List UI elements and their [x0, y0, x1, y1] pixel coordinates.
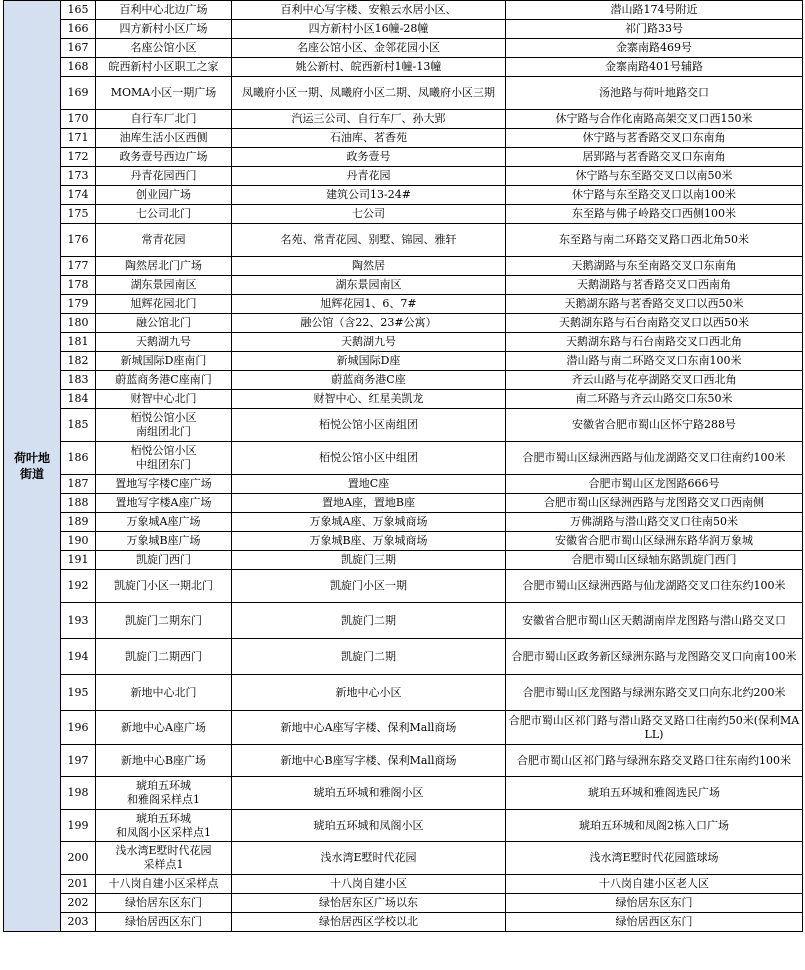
point-address: 休宁路与茗香路交叉口东南角: [506, 129, 803, 148]
point-address: 东至路与南二环路交叉路口西北角50米: [506, 224, 803, 257]
point-address: 合肥市蜀山区祁门路与绿洲东路交叉路口往东南约100米: [506, 745, 803, 777]
sampling-point-name: 天鹅湖九号: [96, 333, 232, 352]
row-number: 189: [61, 513, 96, 532]
row-number: 178: [61, 276, 96, 295]
row-number: 166: [61, 20, 96, 39]
point-address: 潜山路与南二环路交叉口东南100米: [506, 352, 803, 371]
point-address: 浅水湾E墅时代花园篮球场: [506, 842, 803, 875]
row-number: 174: [61, 186, 96, 205]
row-number: 177: [61, 257, 96, 276]
table-row: [4, 513, 803, 532]
table-row: [4, 167, 803, 186]
row-number: 193: [61, 603, 96, 639]
sampling-point-name: 丹青花园西门: [96, 167, 232, 186]
coverage-area: 百利中心写字楼、安粮云水居小区、: [232, 1, 506, 20]
row-number: 183: [61, 371, 96, 390]
table-row: [4, 20, 803, 39]
table-row: [4, 314, 803, 333]
point-address: 天鹅湖东路与石台南路交叉口西北角: [506, 333, 803, 352]
table-row: [4, 58, 803, 77]
coverage-area: 栢悦公馆小区中组团: [232, 442, 506, 475]
table-row: [4, 409, 803, 442]
sampling-point-table: [3, 0, 803, 932]
point-address: 合肥市蜀山区绿洲西路与仙龙湖路交叉口往东约100米: [506, 570, 803, 603]
point-address: 琥珀五环城和凤阁2栋入口广场: [506, 810, 803, 842]
coverage-area: 置地C座: [232, 475, 506, 494]
sampling-point-name: 凯旋门二期东门: [96, 603, 232, 639]
row-number: 175: [61, 205, 96, 224]
sampling-point-name: 常青花园: [96, 224, 232, 257]
point-address: 合肥市蜀山区政务新区绿洲东路与龙图路交叉口向南100米: [506, 639, 803, 675]
coverage-area: 石油库、茗香苑: [232, 129, 506, 148]
table-row: [4, 1, 803, 20]
sampling-point-name: 陶然居北门广场: [96, 257, 232, 276]
row-number: 176: [61, 224, 96, 257]
sampling-point-name: 财智中心北门: [96, 390, 232, 409]
point-address: 万佛湖路与潜山路交叉口往南50米: [506, 513, 803, 532]
point-address: 天鹅湖东路与石台南路交叉口以西50米: [506, 314, 803, 333]
sampling-point-name: 琥珀五环城 和雅阁采样点1: [96, 777, 232, 810]
table-row: [4, 842, 803, 875]
table-row: [4, 295, 803, 314]
coverage-area: 十八岗自建小区: [232, 875, 506, 894]
row-number: 172: [61, 148, 96, 167]
point-address: 居郢路与茗香路交叉口东南角: [506, 148, 803, 167]
table-row: [4, 352, 803, 371]
coverage-area: 四方新村小区16幢-28幢: [232, 20, 506, 39]
row-number: 198: [61, 777, 96, 810]
point-address: 潜山路174号附近: [506, 1, 803, 20]
coverage-area: 新地中心A座写字楼、保利Mall商场: [232, 711, 506, 745]
point-address: 天鹅湖路与茗香路交叉口西南角: [506, 276, 803, 295]
coverage-area: 财智中心、红星美凯龙: [232, 390, 506, 409]
sampling-point-name: 万象城B座广场: [96, 532, 232, 551]
sampling-point-name: 新地中心北门: [96, 675, 232, 711]
row-number: 187: [61, 475, 96, 494]
row-number: 165: [61, 1, 96, 20]
row-number: 202: [61, 894, 96, 913]
sampling-point-name: 置地写字楼C座广场: [96, 475, 232, 494]
row-number: 170: [61, 110, 96, 129]
coverage-area: 凯旋门小区一期: [232, 570, 506, 603]
row-number: 192: [61, 570, 96, 603]
district-cell: 荷叶地 街道: [4, 1, 61, 932]
sampling-point-name: 琥珀五环城 和凤阁小区采样点1: [96, 810, 232, 842]
table-row: [4, 333, 803, 352]
table-row: [4, 39, 803, 58]
sampling-point-name: 皖西新村小区职工之家: [96, 58, 232, 77]
sampling-point-name: 融公馆北门: [96, 314, 232, 333]
point-address: 安徽省合肥市蜀山区绿洲东路华润万象城: [506, 532, 803, 551]
table-row: [4, 390, 803, 409]
coverage-area: 政务壹号: [232, 148, 506, 167]
point-address: 齐云山路与花亭湖路交叉口西北角: [506, 371, 803, 390]
point-address: 合肥市蜀山区绿轴东路凯旋门西门: [506, 551, 803, 570]
table-row: [4, 371, 803, 390]
table-row: [4, 603, 803, 639]
coverage-area: 新城国际D座: [232, 352, 506, 371]
table-row: [4, 224, 803, 257]
point-address: 休宁路与合作化南路高架交叉口西150米: [506, 110, 803, 129]
sampling-point-name: 栢悦公馆小区 南组团北门: [96, 409, 232, 442]
coverage-area: 丹青花园: [232, 167, 506, 186]
coverage-area: 万象城B座、万象城商场: [232, 532, 506, 551]
point-address: 东至路与佛子岭路交口西侧100米: [506, 205, 803, 224]
point-address: 休宁路与东至路交叉口以南100米: [506, 186, 803, 205]
coverage-area: 名座公馆小区、金邻花园小区: [232, 39, 506, 58]
sampling-point-name: 政务壹号西边广场: [96, 148, 232, 167]
table-row: [4, 777, 803, 810]
point-address: 合肥市蜀山区绿洲西路与龙图路交叉口西南侧: [506, 494, 803, 513]
table-row: [4, 205, 803, 224]
point-address: 绿怡居东区东门: [506, 894, 803, 913]
row-number: 190: [61, 532, 96, 551]
row-number: 195: [61, 675, 96, 711]
point-address: 安徽省合肥市蜀山区怀宁路288号: [506, 409, 803, 442]
sampling-point-name: 置地写字楼A座广场: [96, 494, 232, 513]
coverage-area: 名苑、常青花园、别墅、锦园、雅轩: [232, 224, 506, 257]
coverage-area: 绿怡居西区学校以北: [232, 913, 506, 932]
sampling-point-name: 凯旋门西门: [96, 551, 232, 570]
table-row: [4, 875, 803, 894]
point-address: 南二环路与齐云山路交口东50米: [506, 390, 803, 409]
coverage-area: 新地中心B座写字楼、保利Mall商场: [232, 745, 506, 777]
row-number: 182: [61, 352, 96, 371]
coverage-area: 凤曦府小区一期、凤曦府小区二期、凤曦府小区三期: [232, 77, 506, 110]
coverage-area: 陶然居: [232, 257, 506, 276]
point-address: 金寨南路401号辅路: [506, 58, 803, 77]
coverage-area: 融公馆（含22、23#公寓）: [232, 314, 506, 333]
point-address: 合肥市蜀山区绿洲西路与仙龙湖路交叉口往南约100米: [506, 442, 803, 475]
row-number: 167: [61, 39, 96, 58]
table-row: [4, 129, 803, 148]
row-number: 186: [61, 442, 96, 475]
row-number: 196: [61, 711, 96, 745]
row-number: 181: [61, 333, 96, 352]
coverage-area: 建筑公司13-24#: [232, 186, 506, 205]
point-address: 合肥市蜀山区龙图路与绿洲东路交叉口向东北约200米: [506, 675, 803, 711]
point-address: 天鹅湖东路与茗香路交叉口以西50米: [506, 295, 803, 314]
row-number: 201: [61, 875, 96, 894]
table-row: [4, 551, 803, 570]
sampling-point-name: 旭辉花园北门: [96, 295, 232, 314]
table-row: [4, 639, 803, 675]
sampling-point-name: 绿怡居东区东门: [96, 894, 232, 913]
sampling-point-name: 湖东景园南区: [96, 276, 232, 295]
sampling-point-name: 万象城A座广场: [96, 513, 232, 532]
sampling-point-name: 凯旋门小区一期北门: [96, 570, 232, 603]
table-row: [4, 711, 803, 745]
row-number: 194: [61, 639, 96, 675]
sampling-point-name: 七公司北门: [96, 205, 232, 224]
point-address: 绿怡居西区东门: [506, 913, 803, 932]
table-row: [4, 745, 803, 777]
coverage-area: 琥珀五环城和凤阁小区: [232, 810, 506, 842]
table-row: [4, 442, 803, 475]
sampling-point-name: 新城国际D座南门: [96, 352, 232, 371]
sampling-point-name: 四方新村小区广场: [96, 20, 232, 39]
coverage-area: 绿怡居东区广场以东: [232, 894, 506, 913]
table-row: [4, 494, 803, 513]
table-row: [4, 894, 803, 913]
table-row: [4, 913, 803, 932]
table-row: [4, 77, 803, 110]
coverage-area: 汽运三公司、自行车厂、孙大郢: [232, 110, 506, 129]
point-address: 天鹅湖路与东至南路交叉口东南角: [506, 257, 803, 276]
sampling-point-name: MOMA小区一期广场: [96, 77, 232, 110]
row-number: 173: [61, 167, 96, 186]
row-number: 191: [61, 551, 96, 570]
sampling-point-name: 十八岗自建小区采样点: [96, 875, 232, 894]
row-number: 199: [61, 810, 96, 842]
row-number: 179: [61, 295, 96, 314]
coverage-area: 七公司: [232, 205, 506, 224]
table-row: [4, 532, 803, 551]
table-row: [4, 810, 803, 842]
sampling-point-name: 名座公馆小区: [96, 39, 232, 58]
table-row: [4, 148, 803, 167]
sampling-point-name: 新地中心B座广场: [96, 745, 232, 777]
table-row: [4, 675, 803, 711]
table-row: [4, 257, 803, 276]
coverage-area: 凯旋门三期: [232, 551, 506, 570]
coverage-area: 栢悦公馆小区南组团: [232, 409, 506, 442]
point-address: 汤池路与荷叶地路交口: [506, 77, 803, 110]
row-number: 169: [61, 77, 96, 110]
sampling-point-name: 绿怡居西区东门: [96, 913, 232, 932]
row-number: 184: [61, 390, 96, 409]
sampling-point-name: 油库生活小区西侧: [96, 129, 232, 148]
sampling-point-name: 蔚蓝商务港C座南门: [96, 371, 232, 390]
coverage-area: 天鹅湖九号: [232, 333, 506, 352]
row-number: 203: [61, 913, 96, 932]
point-address: 金寨南路469号: [506, 39, 803, 58]
point-address: 安徽省合肥市蜀山区天鹅湖南岸龙图路与潜山路交叉口: [506, 603, 803, 639]
table-row: [4, 186, 803, 205]
coverage-area: 凯旋门二期: [232, 603, 506, 639]
point-address: 休宁路与东至路交叉口以南50米: [506, 167, 803, 186]
sampling-point-name: 浅水湾E墅时代花园 采样点1: [96, 842, 232, 875]
table-row: [4, 475, 803, 494]
row-number: 168: [61, 58, 96, 77]
sampling-point-name: 新地中心A座广场: [96, 711, 232, 745]
point-address: 琥珀五环城和雅阁选民广场: [506, 777, 803, 810]
point-address: 合肥市蜀山区祁门路与潜山路交叉路口往南约50米(保利MALL): [506, 711, 803, 745]
point-address: 合肥市蜀山区龙图路666号: [506, 475, 803, 494]
coverage-area: 万象城A座、万象城商场: [232, 513, 506, 532]
coverage-area: 新地中心小区: [232, 675, 506, 711]
coverage-area: 湖东景园南区: [232, 276, 506, 295]
table-row: [4, 110, 803, 129]
point-address: 十八岗自建小区老人区: [506, 875, 803, 894]
coverage-area: 蔚蓝商务港C座: [232, 371, 506, 390]
coverage-area: 琥珀五环城和雅阁小区: [232, 777, 506, 810]
table-body: [4, 1, 803, 932]
sampling-point-name: 凯旋门二期西门: [96, 639, 232, 675]
row-number: 185: [61, 409, 96, 442]
sampling-point-name: 创业园广场: [96, 186, 232, 205]
row-number: 188: [61, 494, 96, 513]
coverage-area: 置地A座，置地B座: [232, 494, 506, 513]
coverage-area: 旭辉花园1、6、7#: [232, 295, 506, 314]
coverage-area: 凯旋门二期: [232, 639, 506, 675]
table-row: [4, 276, 803, 295]
row-number: 197: [61, 745, 96, 777]
point-address: 祁门路33号: [506, 20, 803, 39]
row-number: 180: [61, 314, 96, 333]
coverage-area: 浅水湾E墅时代花园: [232, 842, 506, 875]
coverage-area: 姚公新村、皖西新村1幢-13幢: [232, 58, 506, 77]
table-row: [4, 570, 803, 603]
sampling-point-name: 自行车厂北门: [96, 110, 232, 129]
row-number: 171: [61, 129, 96, 148]
sampling-point-name: 栢悦公馆小区 中组团东门: [96, 442, 232, 475]
sampling-point-name: 百利中心北边广场: [96, 1, 232, 20]
row-number: 200: [61, 842, 96, 875]
